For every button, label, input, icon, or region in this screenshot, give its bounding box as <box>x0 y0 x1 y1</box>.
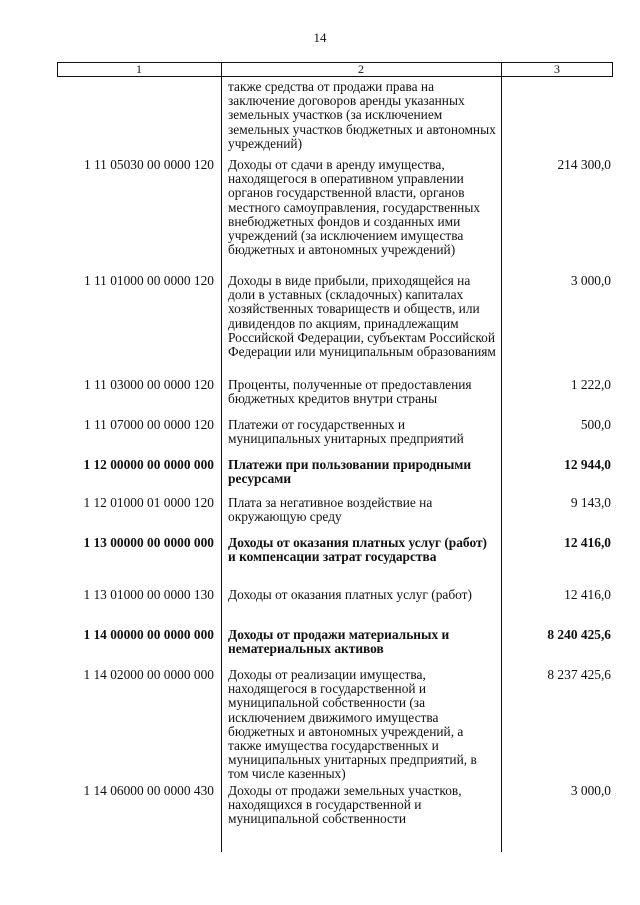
row-amount: 214 300,0 <box>557 157 611 172</box>
row-description: Доходы от сдачи в аренду имущества, находящегося в оперативном управлении органов государственной власти, органов местного самоуправления, государственных внебюджетных фондов и созданных ими учреждений (за исключением имущества бюджетных и автономных учреждений) <box>228 157 481 258</box>
row-code: 1 12 01000 01 0000 120 <box>83 495 214 510</box>
row-code: 1 12 00000 00 0000 000 <box>83 457 214 472</box>
row-amount: 8 237 425,6 <box>547 667 611 682</box>
page-number: 14 <box>313 30 327 45</box>
row-amount: 3 000,0 <box>570 783 611 798</box>
row-amount: 500,0 <box>580 417 611 432</box>
row-code: 1 14 06000 00 0000 430 <box>83 783 214 798</box>
row-description: Проценты, полученные от предоставления бюджетных кредитов внутри страны <box>228 377 472 407</box>
row-description: Доходы от продажи земельных участков, находящихся в государственной и муниципальной собственности <box>228 783 462 827</box>
row-amount: 1 222,0 <box>570 377 611 392</box>
column-divider-2 <box>501 62 502 852</box>
row-amount: 9 143,0 <box>570 495 611 510</box>
row-description: Доходы в виде прибыли, приходящейся на доли в уставных (складочных) капиталах хозяйственных товариществ и обществ, или дивидендов по акциям, принадлежащим Российской Федерации, субъектам Российской Федерации или муниципальным образованиям <box>228 273 496 360</box>
row-amount: 12 416,0 <box>564 535 611 550</box>
header-bottom-border <box>57 76 613 77</box>
row-description: Доходы от реализации имущества, находящегося в государственной и муниципальной собственности (за исключением движимого имущества бюджетных и автономных учреждений, а также имущества государственных и муниципальных унитарных предприятий, в том числе казенных) <box>228 667 477 782</box>
column-header-1: 1 <box>136 62 142 76</box>
row-code: 1 13 00000 00 0000 000 <box>83 535 214 550</box>
row-amount: 8 240 425,6 <box>547 627 611 642</box>
row-code: 1 14 02000 00 0000 000 <box>83 667 214 682</box>
row-amount: 12 944,0 <box>564 457 611 472</box>
column-header-3: 3 <box>554 62 560 76</box>
row-code: 1 14 00000 00 0000 000 <box>83 627 214 642</box>
row-description: Доходы от продажи материальных и нематериальных активов <box>228 627 450 657</box>
row-amount: 12 416,0 <box>564 587 611 602</box>
row-description: Платежи от государственных и муниципальных унитарных предприятий <box>228 417 464 447</box>
row-amount: 3 000,0 <box>570 273 611 288</box>
column-header-2: 2 <box>358 62 364 76</box>
row-description: также средства от продажи права на заключение договоров аренды указанных земельных участков (за исключением земельных участков бюджетных и автономных учреждений) <box>228 79 496 151</box>
row-code: 1 11 03000 00 0000 120 <box>83 377 214 392</box>
row-code: 1 11 01000 00 0000 120 <box>83 273 214 288</box>
revenue-table <box>57 62 613 852</box>
column-divider-1 <box>221 62 222 852</box>
row-code: 1 13 01000 00 0000 130 <box>83 587 214 602</box>
row-description: Плата за негативное воздействие на окружающую среду <box>228 495 433 525</box>
row-code: 1 11 07000 00 0000 120 <box>83 417 214 432</box>
row-code: 1 11 05030 00 0000 120 <box>83 157 214 172</box>
row-description: Платежи при пользовании природными ресурсами <box>228 457 472 487</box>
row-description: Доходы от оказания платных услуг (работ) и компенсации затрат государства <box>228 535 487 565</box>
row-description: Доходы от оказания платных услуг (работ) <box>228 587 472 602</box>
